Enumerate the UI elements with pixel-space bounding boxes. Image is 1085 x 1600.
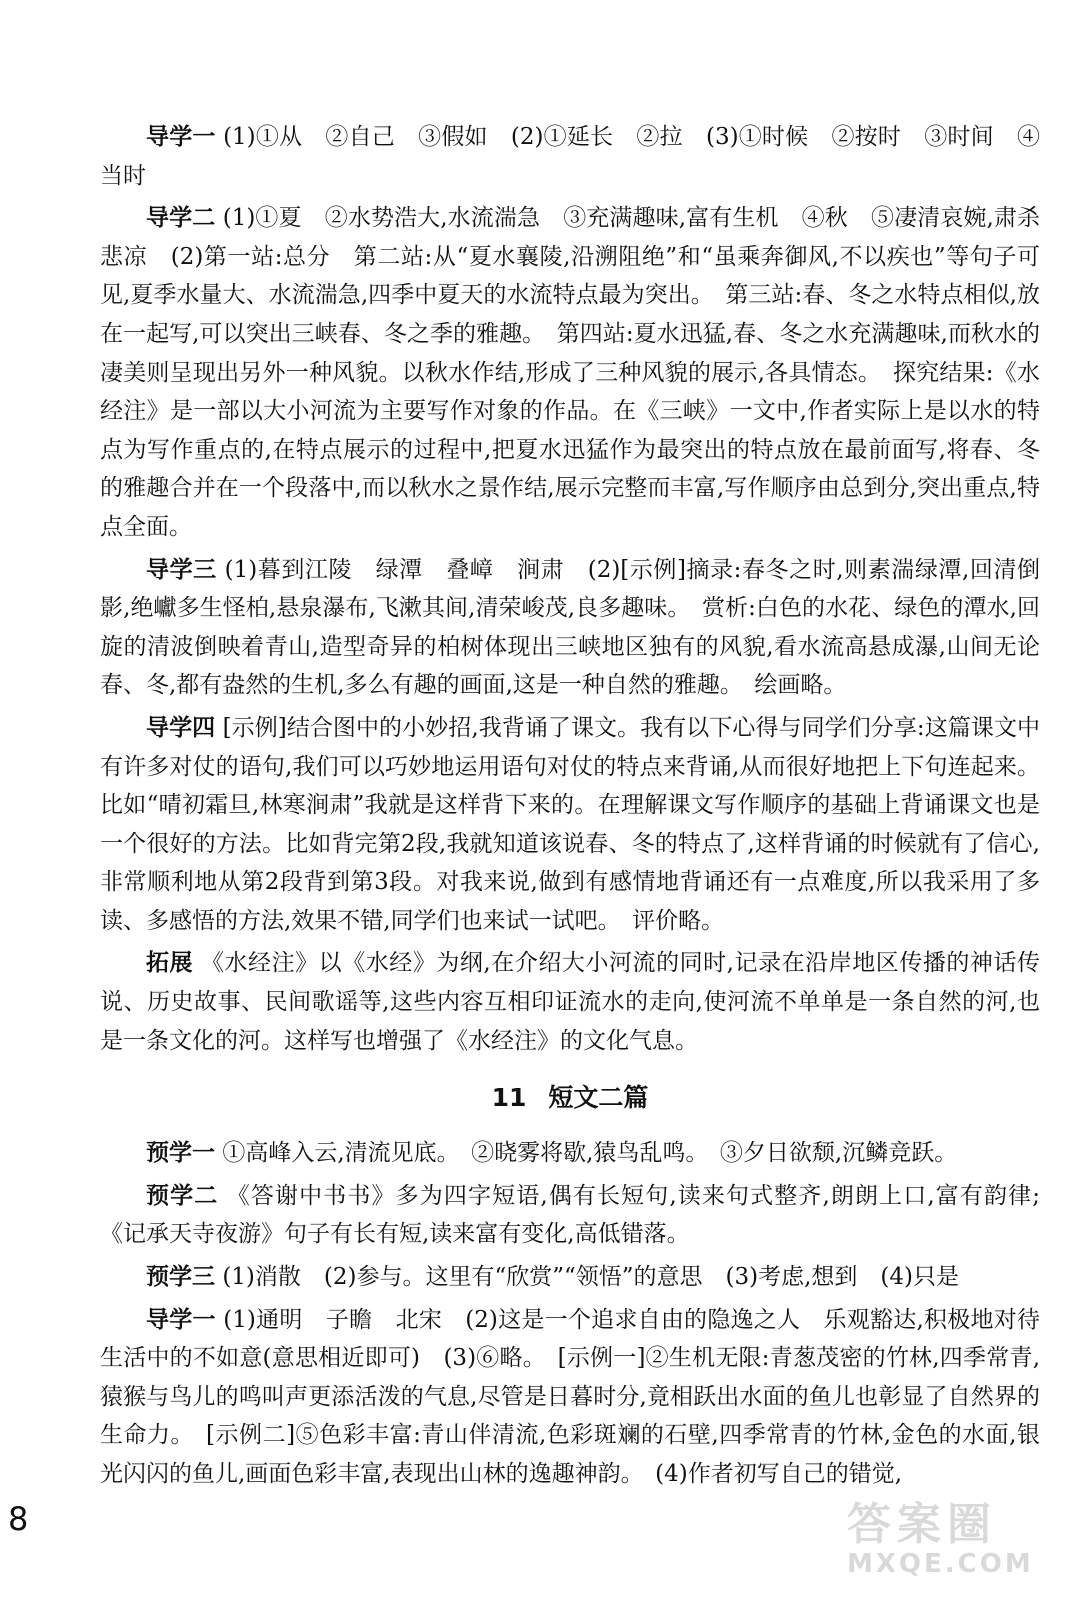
paragraph-text: 《水经注》以《水经》为纲,在介绍大小河流的同时,记录在沿岸地区传播的神话传说、历史故事、民间歌谣等,这些内容互相印证流水的走向,使河流不单单是一条自然的河,也是一条文化的河。这样写也增强了《水经注》的文化气息。: [100, 950, 1041, 1054]
paragraph-tuozhan: [100, 944, 1040, 1060]
paragraph-label: 预学三: [146, 1264, 215, 1291]
paragraph-text: 《答谢中书书》多为四字短语,偶有长短句,读来句式整齐,朗朗上口,富有韵律;《记承天寺夜游》句子有长有短,读来富有变化,高低错落。: [100, 1182, 1041, 1248]
paragraph-daoxue-1: [100, 118, 1040, 195]
paragraph-label: 导学四: [146, 714, 216, 741]
paragraph-text: (1)①夏 ②水势浩大,水流湍急 ③充满趣味,富有生机 ④秋 ⑤凄清哀婉,肃杀悲凉 (2)第一站:总分 第二站:从“夏水襄陵,沿溯阻绝”和“虽乘奔御风,不以疾也”等句子可见,夏季水量大、水流湍急,四季中夏天的水流特点最为突出。 第三站:春、冬之水特点相似,放在一起写,可以突出三峡春、冬之季的雅趣。 第四站:夏水迅猛,春、冬之水充满趣味,而秋水的凄美则呈现出另外一种风貌。以秋水作结,形成了三种风貌的展示,各具情态。 探究结果:《水经注》是一部以大小河流为主要写作对象的作品。在《三峡》一文中,作者实际上是以水的特点为写作重点的,在特点展示的过程中,把夏水迅猛作为最突出的特点放在最前面写,将春、冬的雅趣合并在一个段落中,而以秋水之景作结,展示完整而丰富,写作顺序由总到分,突出重点,特点全面。: [100, 205, 1041, 540]
paragraph-label: 预学一: [146, 1140, 215, 1167]
paragraph-text: (1)通明 子瞻 北宋 (2)这是一个追求自由的隐逸之人 乐观豁达,积极地对待生活中的不如意(意思相近即可) (3)⑥略。 [示例一]②生机无限:青葱茂密的竹林,四季常青,猿猴与鸟儿的鸣叫声更添活泼的气息,尽管是日暮时分,竟相跃出水面的鱼儿也彰显了自然界的生命力。 [示例二]⑤色彩丰富:青山伴清流,色彩斑斓的石壁,四季常青的竹林,金色的水面,银光闪闪的鱼儿,画面色彩丰富,表现出山林的逸趣神韵。 (4)作者初写自己的错觉,: [100, 1306, 1041, 1487]
paragraph-text: (1)①从 ②自己 ③假如 (2)①延长 ②拉 (3)①时候 ②按时 ③时间 ④当时: [100, 124, 1040, 189]
watermark-logo: [847, 1500, 1067, 1582]
paragraph-daoxue-4: [100, 709, 1040, 941]
paragraph-label: 导学一: [146, 124, 216, 150]
paragraph-daoxue-1-b: [100, 1301, 1040, 1494]
paragraph-yuxue-2: [100, 1177, 1040, 1254]
paragraph-daoxue-3: [100, 551, 1040, 705]
paragraph-yuxue-3: [100, 1258, 1040, 1297]
paragraph-text: ①高峰入云,清流见底。 ②晓雾将歇,猿鸟乱鸣。 ③夕日欲颓,沉鳞竞跃。: [222, 1140, 958, 1167]
paragraph-yuxue-1: [100, 1134, 1040, 1173]
paragraph-text: (1)消散 (2)参与。这里有“欣赏”“领悟”的意思 (3)考虑,想到 (4)只是: [222, 1264, 959, 1291]
section-name: 短文二篇: [548, 1083, 649, 1113]
paragraph-daoxue-2: [100, 199, 1040, 546]
paragraph-text: (1)暮到江陵 绿潭 叠嶂 涧肃 (2)[示例]摘录:春冬之时,则素湍绿潭,回清倒影,绝巘多生怪柏,悬泉瀑布,飞漱其间,清荣峻茂,良多趣味。 赏析:白色的水花、绿色的潭水,回旋的清波倒映着青山,造型奇异的柏树体现出三峡地区独有的风貌,看水流高悬成瀑,山间无论春、冬,都有盎然的生机,多么有趣的画面,这是一种自然的雅趣。 绘画略。: [100, 556, 1041, 699]
watermark-bottom-text: MXQE.COM: [847, 1549, 1034, 1579]
paragraph-label: 导学一: [146, 1306, 216, 1333]
paragraph-label: 拓展: [146, 950, 194, 977]
page-content: [100, 118, 1040, 1498]
paragraph-text: [示例]结合图中的小妙招,我背诵了课文。我有以下心得与同学们分享:这篇课文中有许多对仗的语句,我们可以巧妙地运用语句对仗的特点来背诵,从而很好地把上下句连起来。比如“晴初霜旦,林寒涧肃”我就是这样背下来的。在理解课文写作顺序的基础上背诵课文也是一个很好的方法。比如背完第2段,我就知道该说春、冬的特点了,这样背诵的时候就有了信心,非常顺利地从第2段背到第3段。对我来说,做到有感情地背诵还有一点难度,所以我采用了多读、多感悟的方法,效果不错,同学们也来试一试吧。 评价略。: [100, 714, 1041, 934]
watermark-top-text: 答案圈: [847, 1499, 997, 1550]
section-number: 11: [491, 1083, 527, 1113]
paragraph-label: 导学三: [146, 556, 217, 583]
paragraph-label: 预学二: [146, 1182, 219, 1209]
section-title: [100, 1078, 1040, 1118]
paragraph-label: 导学二: [146, 205, 216, 232]
page-number: 8: [8, 1500, 29, 1538]
